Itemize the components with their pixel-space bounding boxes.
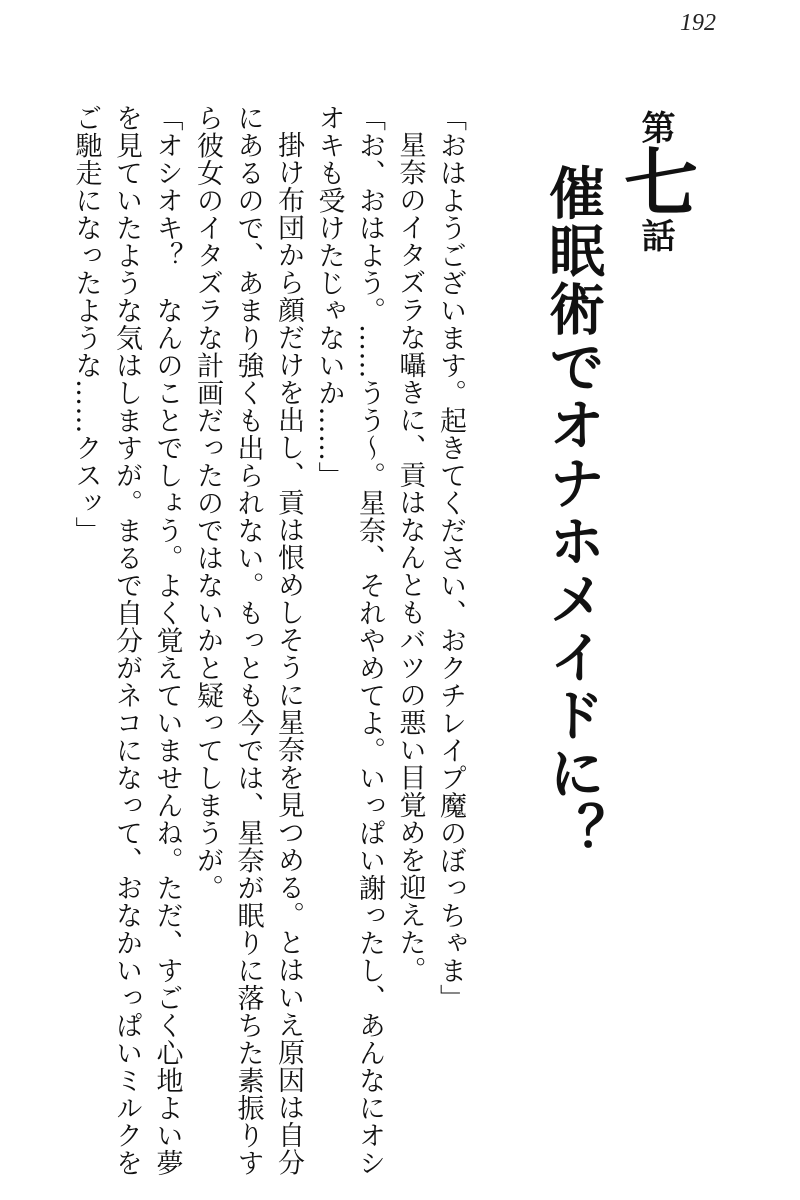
- body-text: [50, 104, 470, 1184]
- chapter-heading: [540, 110, 698, 870]
- paragraph: 星奈のイタズラな囁きに、貢はなんともバツの悪い目覚めを迎えた。: [394, 131, 426, 984]
- paragraph: 「お、おはよう。……うう～。星奈、それやめてよ。いっぱい謝ったし、あんなにオシオキも受けたじゃないか……」: [313, 104, 385, 1177]
- chapter-label-num: 七: [612, 144, 698, 218]
- paragraph: 「オシオキ？ なんのことでしょう。よく覚えていませんね。ただ、すごく心地よい夢を見ていたような気はしますが。まるで自分がネコになって、おなかいっぱいミルクをご馳走になったような……クスッ」: [70, 104, 183, 1177]
- page-number: 192: [680, 10, 716, 36]
- chapter-title: 催眠術でオナホメイドに？: [540, 164, 605, 860]
- chapter-label-wa: 話: [635, 218, 675, 252]
- paragraph: 掛け布団から顔だけを出し、貢は恨めしそうに星奈を見つめる。とはいえ原因は自分にあるので、あまり強くも出られない。もっとも今では、星奈が眠りに落ちた素振りすら彼女のイタズラな計画だったのではないかと疑ってしまうが。: [192, 104, 304, 1177]
- paragraph: 「おはようございます。起きてください、おクチレイプ魔のぼっちゃま」: [435, 104, 466, 1012]
- chapter-label-dai: 第: [635, 110, 675, 144]
- chapter-number-label: [612, 110, 698, 252]
